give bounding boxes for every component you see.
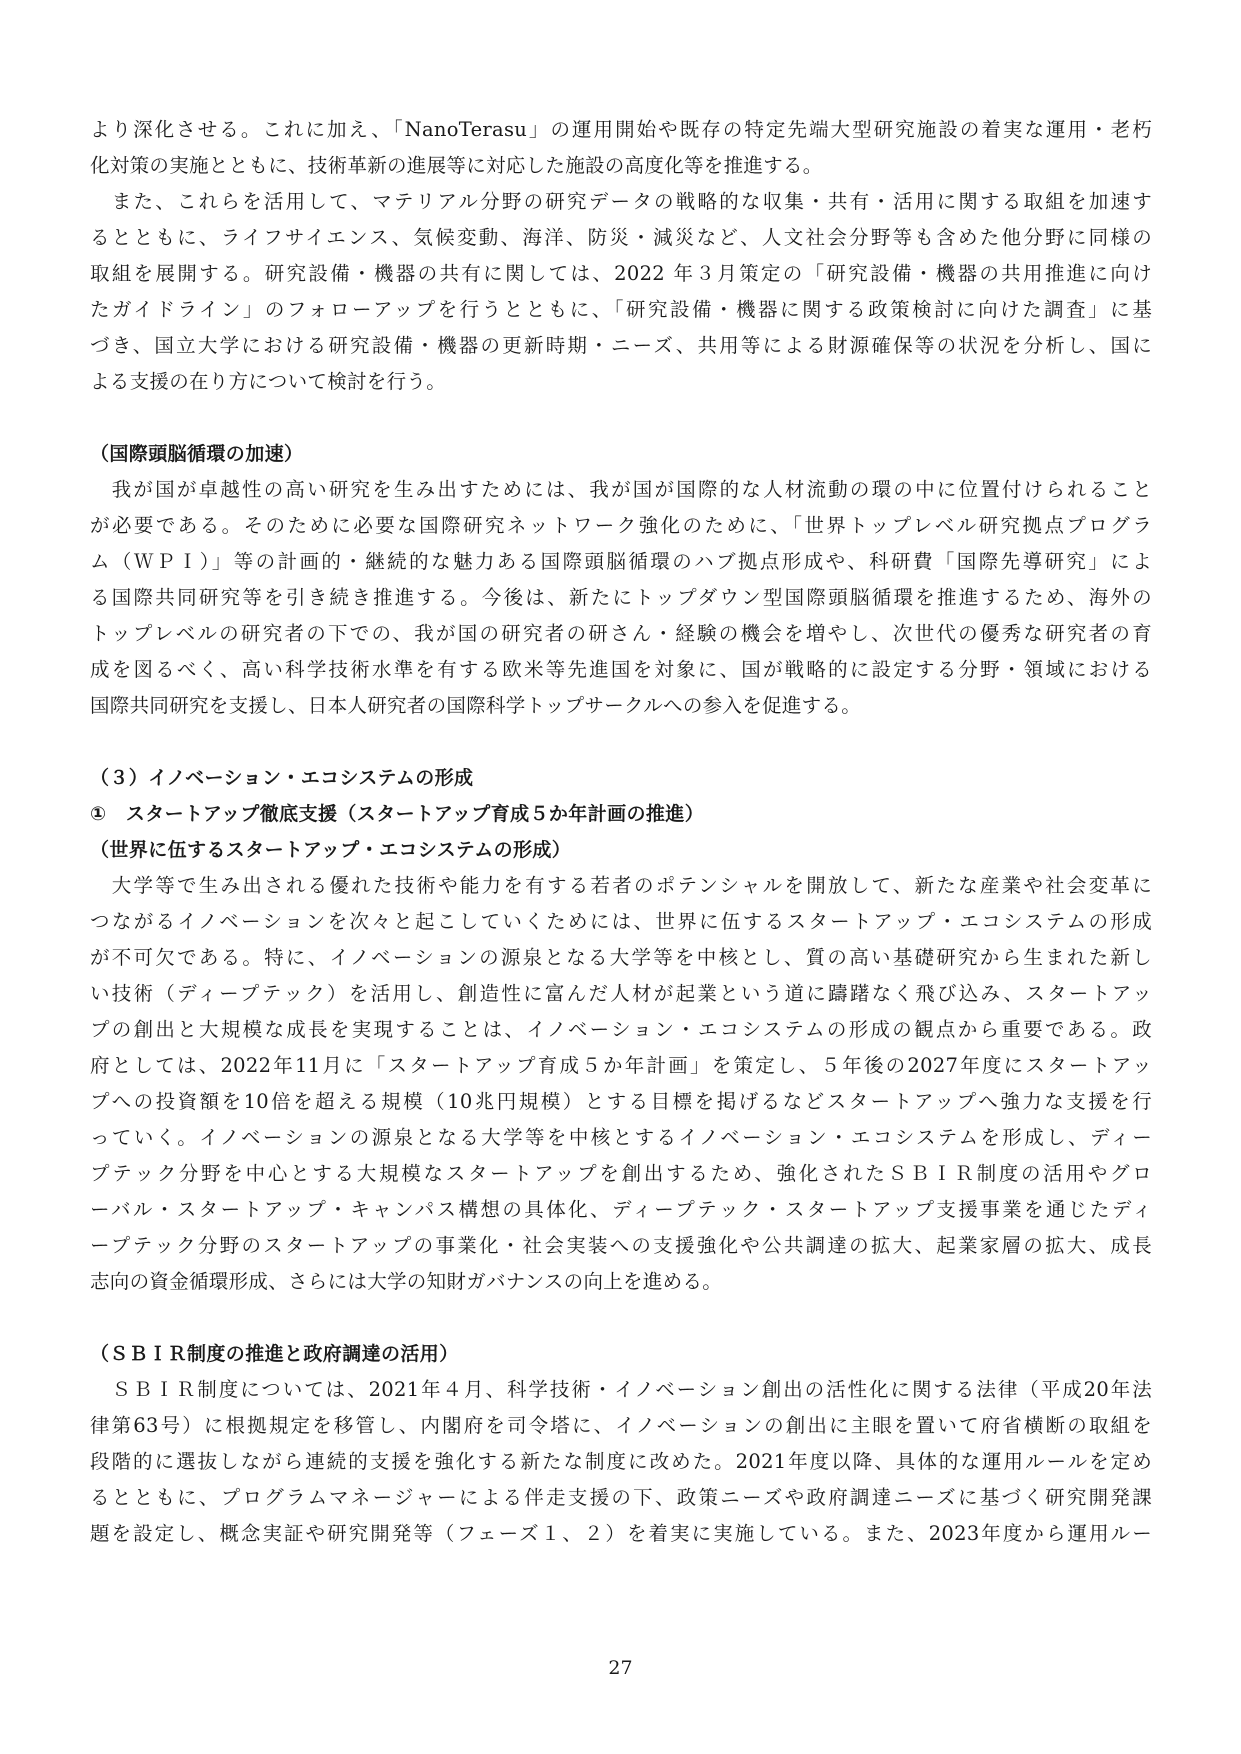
text-line: 国際共同研究を支援し、日本人研究者の国際科学トップサークルへの参入を促進する。 (90, 694, 862, 717)
text-line: よる支援の在り方について検討を行う。 (90, 370, 447, 393)
text-line: ープテック分野のスタートアップの事業化・社会実装への支援強化や公共調達の拡大、起業家層の拡大、成長 (90, 1234, 1152, 1257)
text-line: 段階的に選抜しながら連続的支援を強化する新たな制度に改めた。2021年度以降、具体的な運用ルールを定め (90, 1450, 1152, 1473)
text-line: るとともに、プログラムマネージャーによる伴走支援の下、政策ニーズや政府調達ニーズに基づく研究開発課 (90, 1486, 1152, 1509)
text-line: い技術（ディープテック）を活用し、創造性に富んだ人材が起業という道に躊躇なく飛び込み、スタートアッ (90, 982, 1152, 1005)
text-line: つながるイノベーションを次々と起こしていくためには、世界に伍するスタートアップ・エコシステムの形成 (90, 910, 1152, 933)
text-line: 志向の資金循環形成、さらには大学の知財ガバナンスの向上を進める。 (90, 1270, 723, 1293)
text-line: プテック分野を中心とする大規模なスタートアップを創出するため、強化されたＳＢＩＲ制度の活用やグロ (90, 1162, 1152, 1185)
text-line: ム（ＷＰＩ）」等の計画的・継続的な魅力ある国際頭脳循環のハブ拠点形成や、科研費「国際先導研究」によ (90, 550, 1152, 573)
text-line: っていく。イノベーションの源泉となる大学等を中核とするイノベーション・エコシステムを形成し、ディー (90, 1126, 1152, 1149)
text-line: づき、国立大学における研究設備・機器の更新時期・ニーズ、共用等による財源確保等の状況を分析し、国に (90, 334, 1152, 357)
text-line: 府としては、2022年11月に「スタートアップ育成５か年計画」を策定し、５年後の2027年度にスタートアッ (90, 1054, 1152, 1077)
paragraph-international (90, 472, 1152, 724)
text-line: プへの投資額を10倍を超える規模（10兆円規模）とする目標を掲げるなどスタートアップへ強力な支援を行 (90, 1090, 1152, 1113)
paragraph-facilities (90, 112, 1152, 184)
text-line: が不可欠である。特に、イノベーションの源泉となる大学等を中核とし、質の高い基礎研究から生まれた新し (90, 946, 1152, 969)
page-number: 27 (608, 1657, 633, 1679)
text-line: より深化させる。これに加え、「NanoTerasu」の運用開始や既存の特定先端大型研究施設の着実な運用・老朽 (90, 118, 1152, 141)
text-line: たガイドライン」のフォローアップを行うとともに、「研究設備・機器に関する政策検討に向けた調査」に基 (90, 298, 1152, 321)
spacer (90, 1300, 1152, 1336)
text-line: プの創出と大規模な成長を実現することは、イノベーション・エコシステムの形成の観点から重要である。政 (90, 1018, 1152, 1041)
text-line: るとともに、ライフサイエンス、気候変動、海洋、防災・減災など、人文社会分野等も含めた他分野に同様の (90, 226, 1152, 249)
paragraph-research-data (90, 184, 1152, 400)
text-line: る国際共同研究等を引き続き推進する。今後は、新たにトップダウン型国際頭脳循環を推進するため、海外の (90, 586, 1152, 609)
heading-startup-support: ① スタートアップ徹底支援（スタートアップ育成５か年計画の推進） (90, 803, 705, 825)
text-line: 取組を展開する。研究設備・機器の共有に関しては、2022 年３月策定の「研究設備・機器の共用推進に向け (90, 262, 1152, 285)
text-line: ーバル・スタートアップ・キャンパス構想の具体化、ディープテック・スタートアップ支援事業を通じたディ (90, 1198, 1152, 1221)
text-line: 題を設定し、概念実証や研究開発等（フェーズ１、２）を着実に実施している。また、2023年度から運用ルー (90, 1522, 1152, 1545)
spacer (90, 400, 1152, 436)
heading-sbir: （ＳＢＩＲ制度の推進と政府調達の活用） (90, 1343, 459, 1365)
paragraph-sbir (90, 1372, 1152, 1552)
text-line: 我が国が卓越性の高い研究を生み出すためには、我が国が国際的な人材流動の環の中に位置付けられること (90, 478, 1152, 501)
heading-international-brain-circulation: （国際頭脳循環の加速） (90, 443, 304, 465)
heading-section-3: （３）イノベーション・エコシステムの形成 (90, 767, 474, 789)
text-line: 大学等で生み出される優れた技術や能力を有する若者のポテンシャルを開放して、新たな産業や社会変革に (90, 874, 1152, 897)
spacer (90, 724, 1152, 760)
text-line: ＳＢＩＲ制度については、2021年４月、科学技術・イノベーション創出の活性化に関する法律（平成20年法 (90, 1378, 1152, 1401)
heading-startup-ecosystem: （世界に伍するスタートアップ・エコシステムの形成） (90, 839, 572, 861)
page-content (90, 112, 1152, 1552)
text-line: また、これらを活用して、マテリアル分野の研究データの戦略的な収集・共有・活用に関する取組を加速す (90, 190, 1152, 213)
text-line: トップレベルの研究者の下での、我が国の研究者の研さん・経験の機会を増やし、次世代の優秀な研究者の育 (90, 622, 1152, 645)
text-line: 律第63号）に根拠規定を移管し、内閣府を司令塔に、イノベーションの創出に主眼を置いて府省横断の取組を (90, 1414, 1152, 1437)
text-line: 化対策の実施とともに、技術革新の進展等に対応した施設の高度化等を推進する。 (90, 154, 823, 177)
text-line: が必要である。そのために必要な国際研究ネットワーク強化のために、「世界トップレベル研究拠点プログラ (90, 514, 1152, 537)
text-line: 成を図るべく、高い科学技術水準を有する欧米等先進国を対象に、国が戦略的に設定する分野・領域における (90, 658, 1152, 681)
paragraph-startup (90, 868, 1152, 1300)
